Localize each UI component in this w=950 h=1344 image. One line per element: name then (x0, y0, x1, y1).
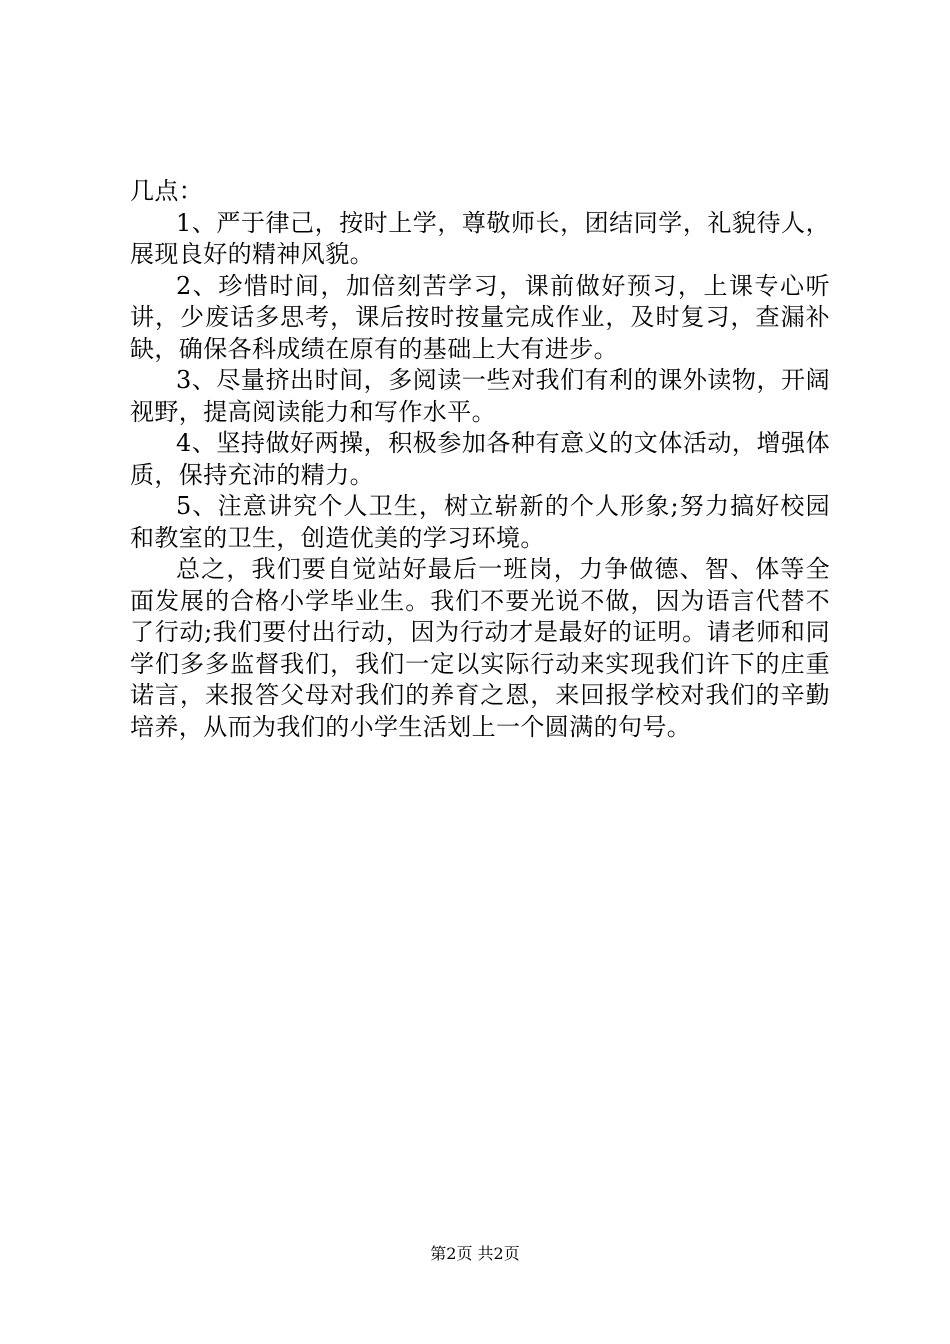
conclusion-paragraph: 总之，我们要自觉站好最后一班岗，力争做德、智、体等全面发展的合格小学毕业生。我们不要光说不做，因为语言代替不了行动;我们要付出行动，因为行动才是最好的证明。请老师和同学们多多监督我们，我们一定以实际行动来实现我们许下的庄重诺言，来报答父母对我们的养育之恩，来回报学校对我们的辛勤培养，从而为我们的小学生活划上一个圆满的句号。 (130, 555, 830, 741)
list-item-1: 1、严于律己，按时上学，尊敬师长，团结同学，礼貌待人，展现良好的精神风貌。 (130, 208, 830, 268)
page-number-footer: 第2页 共2页 (430, 1244, 520, 1263)
list-item-3: 3、尽量挤出时间，多阅读一些对我们有利的课外读物，开阔视野，提高阅读能力和写作水平。 (130, 366, 830, 426)
list-item-4: 4、坚持做好两操，积极参加各种有意义的文体活动，增强体质，保持充沛的精力。 (130, 429, 830, 489)
list-item-5: 5、注意讲究个人卫生，树立崭新的个人形象;努力搞好校园和教室的卫生，创造优美的学习环境。 (130, 492, 830, 552)
list-item-2: 2、珍惜时间，加倍刻苦学习，课前做好预习，上课专心听讲，少废话多思考，课后按时按量完成作业，及时复习，查漏补缺，确保各科成绩在原有的基础上大有进步。 (130, 271, 830, 363)
document-body (130, 176, 830, 743)
lead-in-paragraph: 几点： (130, 177, 204, 205)
